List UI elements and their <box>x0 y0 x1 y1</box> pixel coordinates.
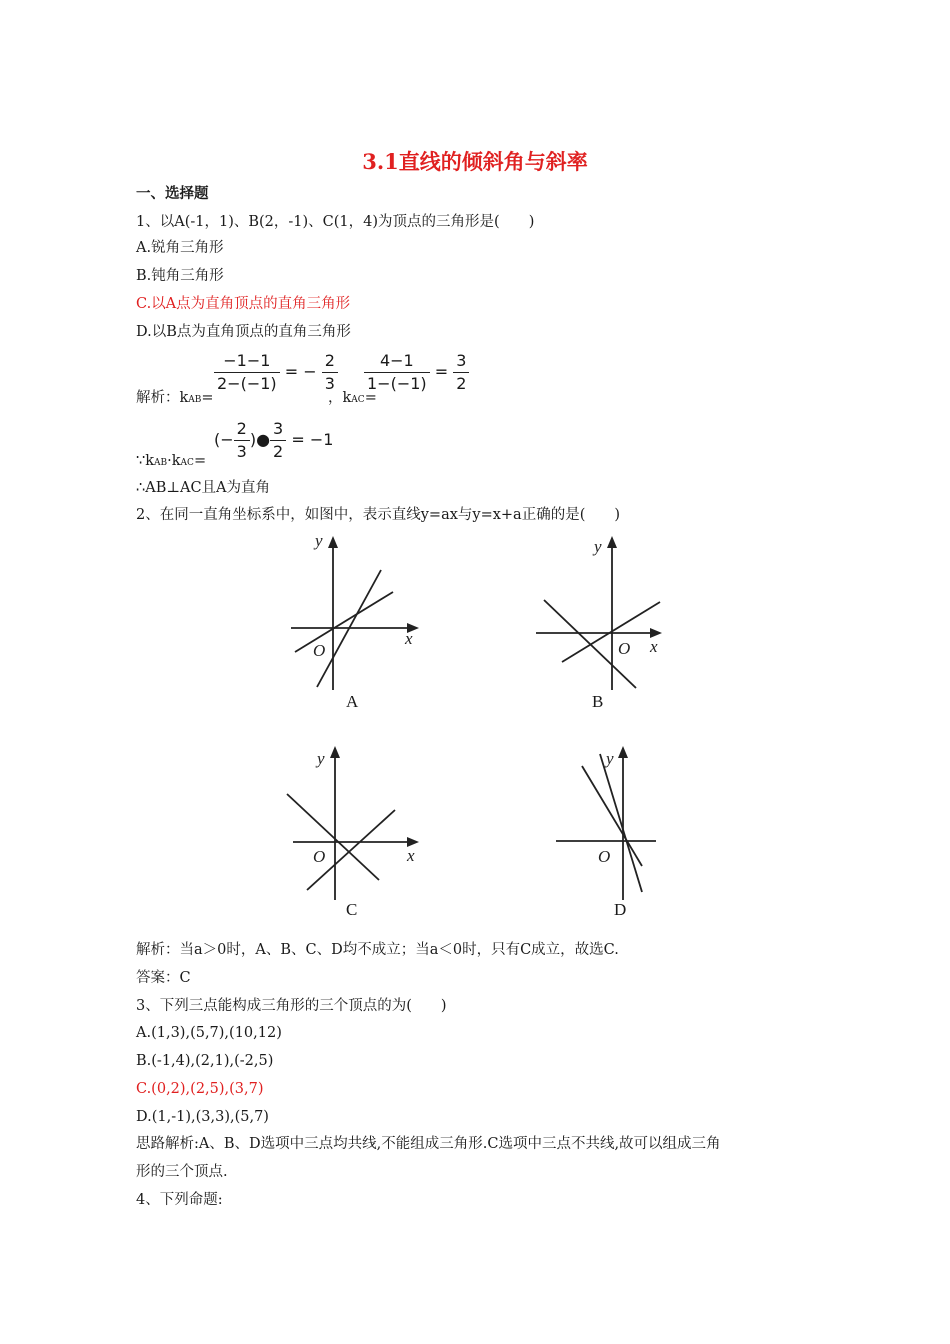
origin-label: O <box>618 639 631 658</box>
x-axis-label: x <box>407 846 415 865</box>
y-axis-label: y <box>594 537 602 556</box>
analysis-prefix: 解析：k <box>136 390 189 406</box>
y-axis-arrow-icon <box>618 746 628 758</box>
frac-denominator: 1−(−1) <box>367 374 427 393</box>
q3-option-b: B.(-1,4),(2,1),(-2,5) <box>136 1053 274 1069</box>
y-axis-label: y <box>315 531 323 550</box>
frac-denominator: 2 <box>456 374 467 393</box>
because-k: ∵k <box>136 453 155 469</box>
origin-label: O <box>313 847 326 866</box>
q1-conclusion: ∴AB⊥AC且A为直角 <box>136 480 271 496</box>
line-y-ax <box>600 754 642 892</box>
x-axis-label: x <box>405 629 413 648</box>
frac-numerator: 2 <box>234 418 250 441</box>
q2-stem: 2、在同一直角坐标系中，如图中，表示直线y=ax与y=x+a正确的是( ) <box>136 507 621 523</box>
graph-d <box>552 740 702 930</box>
prod-close: )● <box>249 430 271 449</box>
q3-analysis-line1: 思路解析:A、B、D选项中三点均共线,不能组成三角形.C选项中三点不共线,故可以组成三角 <box>136 1136 721 1152</box>
q1-option-b: B.钝角三角形 <box>136 268 224 284</box>
prod-rhs: = −1 <box>291 430 334 449</box>
page-title: 3.1直线的倾斜角与斜率 <box>362 149 588 174</box>
q3-analysis-line2: 形的三个顶点. <box>136 1164 228 1180</box>
prod-open: (− <box>214 430 234 449</box>
kac-subscript: AC <box>180 458 194 468</box>
q1-because-label <box>136 451 206 473</box>
q2-analysis: 解析：当a＞0时，A、B、C、D均不成立；当a＜0时，只有C成立，故选C. <box>136 942 619 958</box>
q3-option-c: C.(0,2),(2,5),(3,7) <box>136 1081 264 1097</box>
graph-c <box>285 740 435 930</box>
graph-c-caption: C <box>346 900 358 919</box>
equals-sign: = <box>364 390 377 406</box>
q3-option-d: D.(1,-1),(3,3),(5,7) <box>136 1109 269 1125</box>
q3-stem: 3、下列三点能构成三角形的三个顶点的为( ) <box>136 998 447 1014</box>
frac-numerator: 3 <box>453 350 469 373</box>
kab-subscript: AB <box>154 458 168 468</box>
q1-product-formula <box>214 418 333 463</box>
frac-denominator: 2−(−1) <box>217 374 277 393</box>
y-axis-label: y <box>317 749 325 768</box>
frac-numerator: −1−1 <box>214 350 280 373</box>
q4-stem: 4、下列命题: <box>136 1192 223 1208</box>
frac-numerator: 4−1 <box>364 350 430 373</box>
q1-fraction-kab <box>214 350 338 395</box>
q1-analysis-label <box>136 388 214 410</box>
kab-subscript: AB <box>188 395 202 405</box>
dot-k: ·k <box>167 453 181 469</box>
q1-option-a: A.锐角三角形 <box>136 240 224 256</box>
frac-numerator: 2 <box>322 350 338 373</box>
kac-subscript: AC <box>351 395 365 405</box>
frac-denominator: 3 <box>324 374 335 393</box>
graph-a-caption: A <box>346 692 359 711</box>
section-heading: 一、选择题 <box>136 185 209 202</box>
q2-answer: 答案：C <box>136 970 191 986</box>
frac-denominator: 2 <box>273 442 284 461</box>
x-axis-label: x <box>650 637 658 656</box>
q1-fraction-kac <box>364 350 469 395</box>
equals-sign: = <box>201 390 214 406</box>
y-axis-arrow-icon <box>328 536 338 548</box>
line-y-x-plus-a <box>582 766 642 866</box>
graph-b <box>532 530 682 720</box>
q3-option-a: A.(1,3),(5,7),(10,12) <box>136 1025 282 1041</box>
frac-rhs: = − <box>284 362 317 381</box>
origin-label: O <box>598 847 611 866</box>
y-axis-label: y <box>606 749 614 768</box>
q1-stem: 1、以A(-1，1)、B(2，-1)、C(1，4)为顶点的三角形是( ) <box>136 214 535 230</box>
equals-sign: = <box>193 453 207 469</box>
y-axis-arrow-icon <box>607 536 617 548</box>
y-axis-arrow-icon <box>330 746 340 758</box>
line-y-ax <box>295 592 393 652</box>
graph-b-caption: B <box>592 692 604 711</box>
graph-d-caption: D <box>614 900 627 919</box>
q1-option-c: C.以A点为直角顶点的直角三角形 <box>136 296 351 312</box>
graph-a <box>285 530 435 720</box>
frac-rhs: = <box>434 362 449 381</box>
q1-option-d: D.以B点为直角顶点的直角三角形 <box>136 324 351 340</box>
frac-denominator: 3 <box>236 442 247 461</box>
comma-k: ，k <box>328 390 352 406</box>
frac-numerator: 3 <box>270 418 286 441</box>
origin-label: O <box>313 641 326 660</box>
